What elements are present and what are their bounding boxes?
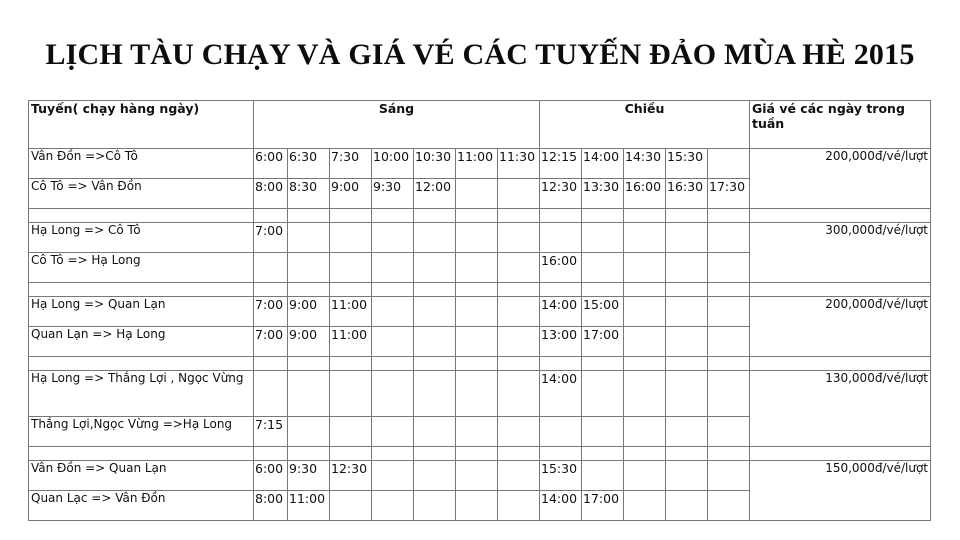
departure-time: 11:00 <box>456 149 498 179</box>
departure-time: 12:30 <box>330 461 372 491</box>
departure-time <box>708 491 750 521</box>
departure-time <box>456 371 498 417</box>
separator-cell <box>708 357 750 371</box>
separator-cell <box>540 357 582 371</box>
route-name: Quan Lạn => Hạ Long <box>29 327 254 357</box>
departure-time <box>288 253 330 283</box>
departure-time: 6:30 <box>288 149 330 179</box>
departure-time: 12:00 <box>414 179 456 209</box>
departure-time: 10:30 <box>414 149 456 179</box>
route-name: Thắng Lợi,Ngọc Vừng =>Hạ Long <box>29 417 254 447</box>
separator-cell <box>372 283 414 297</box>
ticket-price: 200,000đ/vé/lượt <box>750 297 931 357</box>
departure-time <box>666 223 708 253</box>
separator-cell <box>624 447 666 461</box>
departure-time <box>708 297 750 327</box>
departure-time <box>254 253 288 283</box>
departure-time <box>372 461 414 491</box>
departure-time: 9:30 <box>288 461 330 491</box>
departure-time <box>498 327 540 357</box>
separator-cell <box>498 209 540 223</box>
departure-time: 12:15 <box>540 149 582 179</box>
departure-time <box>708 253 750 283</box>
separator-cell <box>708 209 750 223</box>
separator-cell <box>330 283 372 297</box>
separator-cell <box>330 209 372 223</box>
route-name: Cô Tô => Hạ Long <box>29 253 254 283</box>
departure-time <box>288 223 330 253</box>
departure-time <box>582 417 624 447</box>
departure-time <box>456 491 498 521</box>
route-name: Vân Đồn => Quan Lạn <box>29 461 254 491</box>
departure-time <box>498 223 540 253</box>
departure-time: 7:30 <box>330 149 372 179</box>
departure-time: 11:30 <box>498 149 540 179</box>
departure-time: 16:00 <box>624 179 666 209</box>
separator-cell <box>582 209 624 223</box>
departure-time: 17:00 <box>582 491 624 521</box>
route-name: Cô Tô => Vân Đồn <box>29 179 254 209</box>
departure-time <box>372 491 414 521</box>
route-name: Hạ Long => Quan Lạn <box>29 297 254 327</box>
separator-cell <box>540 209 582 223</box>
separator-cell <box>624 357 666 371</box>
separator-cell <box>750 357 931 371</box>
departure-time <box>456 297 498 327</box>
separator-cell <box>708 283 750 297</box>
departure-time <box>254 371 288 417</box>
header-morning: Sáng <box>254 101 540 149</box>
schedule-row <box>29 223 931 253</box>
separator-cell <box>666 447 708 461</box>
departure-time <box>708 461 750 491</box>
departure-time <box>456 461 498 491</box>
departure-time: 15:00 <box>582 297 624 327</box>
departure-time: 17:00 <box>582 327 624 357</box>
departure-time <box>414 371 456 417</box>
departure-time <box>624 253 666 283</box>
departure-time: 12:30 <box>540 179 582 209</box>
separator-cell <box>288 209 330 223</box>
departure-time: 7:00 <box>254 297 288 327</box>
separator-cell <box>330 357 372 371</box>
departure-time <box>414 253 456 283</box>
departure-time <box>666 253 708 283</box>
departure-time: 8:30 <box>288 179 330 209</box>
departure-time: 11:00 <box>330 297 372 327</box>
group-separator <box>29 447 931 461</box>
separator-cell <box>330 447 372 461</box>
departure-time <box>288 371 330 417</box>
separator-cell <box>666 357 708 371</box>
separator-cell <box>666 209 708 223</box>
separator-cell <box>456 283 498 297</box>
departure-time <box>372 297 414 327</box>
departure-time <box>414 223 456 253</box>
separator-cell <box>498 447 540 461</box>
departure-time <box>414 417 456 447</box>
departure-time <box>414 297 456 327</box>
departure-time: 9:00 <box>288 327 330 357</box>
departure-time: 7:15 <box>254 417 288 447</box>
separator-cell <box>372 357 414 371</box>
departure-time <box>666 491 708 521</box>
departure-time <box>372 417 414 447</box>
separator-cell <box>288 357 330 371</box>
departure-time: 7:00 <box>254 327 288 357</box>
departure-time <box>540 417 582 447</box>
group-separator <box>29 357 931 371</box>
separator-cell <box>624 209 666 223</box>
departure-time <box>624 297 666 327</box>
route-name: Quan Lạc => Vân Đồn <box>29 491 254 521</box>
departure-time: 11:00 <box>288 491 330 521</box>
schedule-row <box>29 371 931 417</box>
departure-time <box>372 327 414 357</box>
separator-cell <box>414 209 456 223</box>
departure-time <box>666 461 708 491</box>
departure-time <box>456 223 498 253</box>
separator-cell <box>414 447 456 461</box>
route-name: Vân Đồn =>Cô Tô <box>29 149 254 179</box>
separator-cell <box>254 209 288 223</box>
departure-time <box>666 327 708 357</box>
departure-time <box>498 417 540 447</box>
departure-time: 8:00 <box>254 179 288 209</box>
departure-time: 15:30 <box>540 461 582 491</box>
schedule-row <box>29 297 931 327</box>
schedule-row <box>29 461 931 491</box>
separator-cell <box>414 283 456 297</box>
departure-time <box>624 371 666 417</box>
departure-time <box>624 417 666 447</box>
ticket-price: 200,000đ/vé/lượt <box>750 149 931 209</box>
departure-time <box>624 223 666 253</box>
departure-time <box>456 417 498 447</box>
departure-time <box>582 371 624 417</box>
departure-time <box>456 253 498 283</box>
separator-cell <box>254 357 288 371</box>
separator-cell <box>750 209 931 223</box>
separator-cell <box>582 283 624 297</box>
separator-cell <box>456 447 498 461</box>
departure-time <box>372 253 414 283</box>
departure-time: 16:00 <box>540 253 582 283</box>
departure-time: 11:00 <box>330 327 372 357</box>
route-name: Hạ Long => Thắng Lợi , Ngọc Vừng <box>29 371 254 417</box>
departure-time: 14:00 <box>582 149 624 179</box>
departure-time <box>708 149 750 179</box>
departure-time <box>414 461 456 491</box>
departure-time <box>330 223 372 253</box>
departure-time: 6:00 <box>254 149 288 179</box>
departure-time <box>372 371 414 417</box>
departure-time <box>330 253 372 283</box>
separator-cell <box>540 447 582 461</box>
departure-time <box>498 491 540 521</box>
departure-time: 7:00 <box>254 223 288 253</box>
departure-time <box>414 491 456 521</box>
departure-time <box>708 417 750 447</box>
header-afternoon: Chiều <box>540 101 750 149</box>
separator-cell <box>498 357 540 371</box>
separator-cell <box>254 283 288 297</box>
group-separator <box>29 209 931 223</box>
departure-time <box>498 297 540 327</box>
departure-time <box>288 417 330 447</box>
separator-cell <box>624 283 666 297</box>
departure-time <box>540 223 582 253</box>
departure-time <box>330 371 372 417</box>
departure-time: 14:00 <box>540 371 582 417</box>
departure-time <box>708 371 750 417</box>
header-row <box>29 101 931 149</box>
separator-cell <box>29 209 254 223</box>
departure-time <box>582 253 624 283</box>
header-route: Tuyến( chạy hàng ngày) <box>29 101 254 149</box>
separator-cell <box>582 447 624 461</box>
page-title: LỊCH TÀU CHẠY VÀ GIÁ VÉ CÁC TUYẾN ĐẢO MÙA HÈ 2015 <box>45 38 915 71</box>
departure-time: 9:30 <box>372 179 414 209</box>
separator-cell <box>498 283 540 297</box>
departure-time: 15:30 <box>666 149 708 179</box>
separator-cell <box>456 357 498 371</box>
departure-time: 16:30 <box>666 179 708 209</box>
departure-time: 9:00 <box>288 297 330 327</box>
departure-time <box>372 223 414 253</box>
separator-cell <box>750 447 931 461</box>
departure-time <box>498 179 540 209</box>
departure-time <box>330 491 372 521</box>
departure-time: 13:00 <box>540 327 582 357</box>
departure-time <box>624 491 666 521</box>
departure-time: 14:00 <box>540 491 582 521</box>
departure-time <box>330 417 372 447</box>
separator-cell <box>582 357 624 371</box>
separator-cell <box>708 447 750 461</box>
departure-time: 13:30 <box>582 179 624 209</box>
ticket-price: 150,000đ/vé/lượt <box>750 461 931 521</box>
departure-time <box>582 461 624 491</box>
separator-cell <box>288 447 330 461</box>
separator-cell <box>372 447 414 461</box>
separator-cell <box>372 209 414 223</box>
separator-cell <box>456 209 498 223</box>
departure-time: 6:00 <box>254 461 288 491</box>
separator-cell <box>666 283 708 297</box>
departure-time <box>624 327 666 357</box>
departure-time <box>582 223 624 253</box>
separator-cell <box>540 283 582 297</box>
separator-cell <box>414 357 456 371</box>
departure-time <box>456 327 498 357</box>
ticket-price: 300,000đ/vé/lượt <box>750 223 931 283</box>
departure-time: 9:00 <box>330 179 372 209</box>
departure-time <box>414 327 456 357</box>
departure-time <box>456 179 498 209</box>
departure-time: 10:00 <box>372 149 414 179</box>
departure-time: 8:00 <box>254 491 288 521</box>
separator-cell <box>750 283 931 297</box>
departure-time <box>498 371 540 417</box>
departure-time <box>498 253 540 283</box>
separator-cell <box>29 283 254 297</box>
route-name: Hạ Long => Cô Tô <box>29 223 254 253</box>
departure-time <box>624 461 666 491</box>
departure-time: 14:00 <box>540 297 582 327</box>
schedule-row <box>29 149 931 179</box>
departure-time <box>666 417 708 447</box>
departure-time <box>708 327 750 357</box>
departure-time: 14:30 <box>624 149 666 179</box>
departure-time: 17:30 <box>708 179 750 209</box>
schedule-table <box>28 100 931 521</box>
separator-cell <box>29 447 254 461</box>
group-separator <box>29 283 931 297</box>
departure-time <box>498 461 540 491</box>
departure-time <box>708 223 750 253</box>
separator-cell <box>288 283 330 297</box>
departure-time <box>666 297 708 327</box>
separator-cell <box>29 357 254 371</box>
ticket-price: 130,000đ/vé/lượt <box>750 371 931 447</box>
separator-cell <box>254 447 288 461</box>
header-price: Giá vé các ngày trong tuần <box>750 101 931 149</box>
departure-time <box>666 371 708 417</box>
